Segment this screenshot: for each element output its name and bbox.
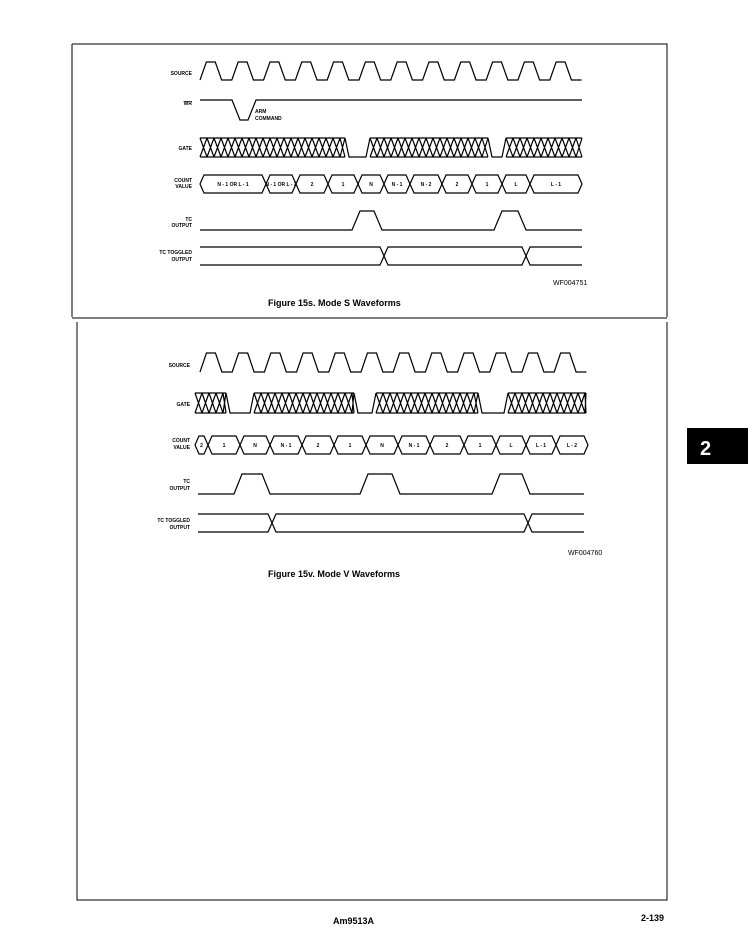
gate-low-interval — [488, 138, 506, 157]
label-tc-toggled-v-2: OUTPUT — [169, 525, 190, 531]
count-value-label: N - 2 — [420, 182, 432, 188]
gate-low-interval — [354, 393, 376, 413]
count-value-label: 2 — [310, 182, 314, 188]
gate-low-interval — [345, 138, 370, 157]
label-gate-s: GATE — [178, 146, 192, 152]
count-value-bus-s — [200, 175, 582, 193]
footer-part-number: Am9513A — [333, 916, 375, 926]
gate-low-interval — [478, 393, 508, 413]
footer-page-number: 2-139 — [641, 913, 665, 923]
label-tc-output-s-2: OUTPUT — [171, 223, 192, 229]
figure-s-frame — [72, 44, 667, 317]
label-count-value-v-1: COUNT — [172, 438, 190, 444]
waveform-source-v — [200, 353, 586, 372]
figure-s-ref-id: WF004751 — [553, 280, 588, 287]
label-count-value-s-1: COUNT — [174, 178, 192, 184]
section-tab-number: 2 — [700, 438, 712, 460]
gate-dont-care-region — [370, 138, 488, 157]
count-value-label: N — [369, 182, 373, 188]
count-value-label: N - 1 — [280, 443, 292, 449]
count-value-label: N - 1 — [391, 182, 403, 188]
count-value-label: L — [514, 182, 518, 188]
count-value-label: L — [509, 443, 513, 449]
label-source-v: SOURCE — [168, 363, 190, 369]
count-value-bus-v — [195, 436, 588, 454]
count-value-label: L - 1 — [550, 182, 562, 188]
waveform-tc-toggled-s — [200, 247, 582, 265]
waveform-tc-output-s — [200, 211, 582, 230]
label-tc-output-v-1: TC — [183, 479, 190, 485]
label-tc-toggled-s-1: TC TOGGLED — [159, 250, 192, 256]
waveform-gate-s — [200, 138, 582, 157]
label-tc-output-s-1: TC — [185, 217, 192, 223]
section-tab — [687, 428, 748, 464]
gate-dont-care-region — [195, 393, 226, 413]
label-tc-toggled-v-1: TC TOGGLED — [157, 518, 190, 524]
count-value-label: N — [380, 443, 384, 449]
count-value-label: 2 — [200, 443, 203, 449]
count-value-label: 2 — [316, 443, 320, 449]
waveform-tc-output-v — [198, 474, 584, 494]
count-value-label: N — [253, 443, 257, 449]
label-tc-toggled-s-2: OUTPUT — [171, 257, 192, 263]
count-value-label: 1 — [478, 443, 482, 449]
count-value-label: N - 1 — [408, 443, 420, 449]
count-value-label: 1 — [485, 182, 489, 188]
label-source-s: SOURCE — [170, 71, 192, 77]
waveform-source-s — [200, 62, 582, 80]
label-tc-output-v-2: OUTPUT — [169, 486, 190, 492]
gate-dont-care-region — [508, 393, 586, 413]
count-value-label: 2 — [445, 443, 449, 449]
arm-command-line2: COMMAND — [255, 116, 282, 122]
figure-v — [157, 353, 602, 579]
count-value-label: 1 — [348, 443, 352, 449]
count-value-label: L - 2 — [566, 443, 578, 449]
count-value-label: 2 — [455, 182, 459, 188]
label-count-value-s-2: VALUE — [175, 184, 192, 190]
waveform-tc-toggled-v — [198, 514, 584, 532]
gate-dont-care-region — [254, 393, 354, 413]
figure-s-caption: Figure 15s. Mode S Waveforms — [268, 298, 401, 308]
figure-v-ref-id: WF004760 — [568, 550, 603, 557]
figure-v-caption: Figure 15v. Mode V Waveforms — [268, 569, 401, 579]
figure-s — [159, 62, 587, 308]
label-gate-v: GATE — [176, 402, 190, 408]
arm-command-line1: ARM — [255, 109, 267, 115]
label-count-value-v-2: VALUE — [173, 445, 190, 451]
gate-dont-care-region — [376, 393, 478, 413]
gate-low-interval — [226, 393, 254, 413]
count-value-label: 1 — [341, 182, 345, 188]
count-value-label: N - 1 OR L - 2 — [265, 182, 297, 188]
gate-dont-care-region — [200, 138, 345, 157]
count-value-label: N - 1 OR L - 1 — [217, 182, 249, 188]
count-value-label: 1 — [222, 443, 226, 449]
gate-dont-care-region — [506, 138, 582, 157]
count-value-label: L - 1 — [535, 443, 547, 449]
waveform-gate-v — [195, 393, 586, 413]
label-wr-s: WR — [183, 101, 192, 107]
figure-v-frame — [77, 322, 667, 900]
